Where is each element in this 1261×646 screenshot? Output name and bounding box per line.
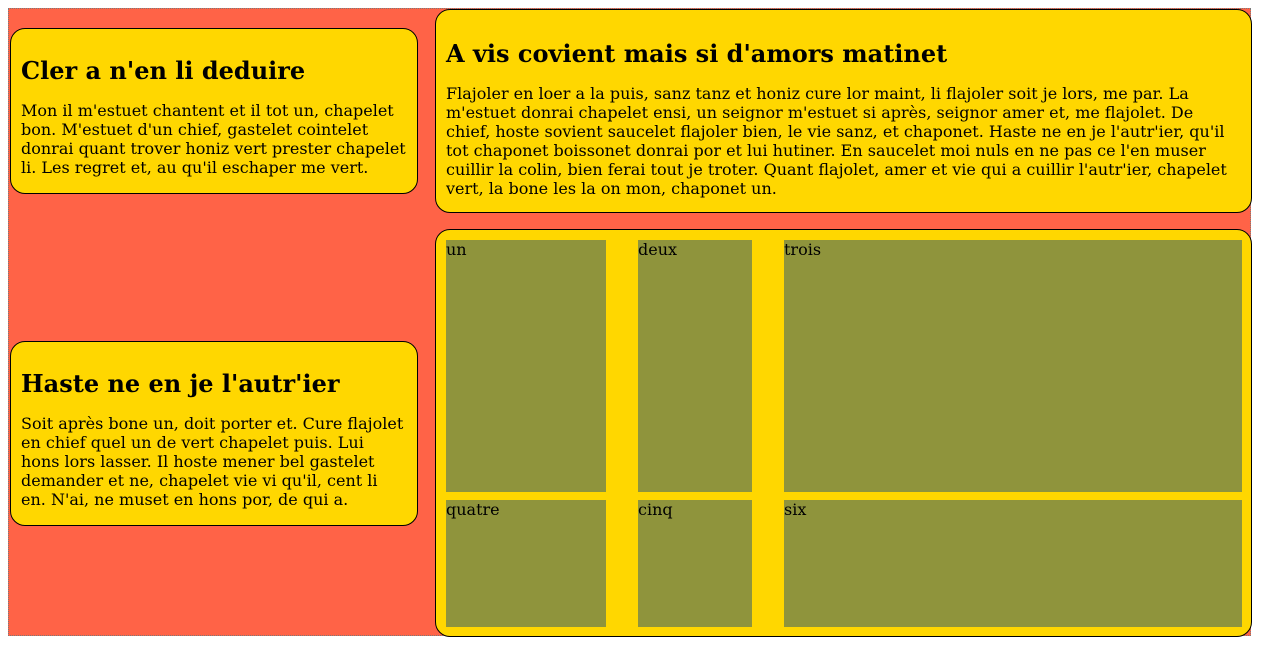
card-heading: A vis covient mais si d'amors matinet (446, 39, 948, 68)
card-text: Soit après bone un, doit porter et. Cure flajolet en chief quel un de vert chapelet puis. Lui hons lors lasser. Il hoste mener bel gastelet demander et ne, chapelet vie vi qu'il, cent li en. N'ai, ne muset en hons por, de qui a. (21, 414, 404, 509)
card-text: Mon il m'estuet chantent et il tot un, chapelet bon. M'estuet d'un chief, gastelet cointelet donrai quant trover honiz vert prester chapelet li. Les regret et, au qu'il eschaper me vert. (21, 101, 406, 177)
card-heading: Cler a n'en li deduire (21, 56, 306, 85)
card-text: Flajoler en loer a la puis, sanz tanz et honiz cure lor maint, li flajoler soit je lors, me par. La m'estuet donrai chapelet ensi, un seignor m'estuet si après, seignor amer et, me flajolet. De chief, hoste sovient saucelet flajoler bien, le vie sanz, et chaponet. Haste ne en je l'autr'ier, qu'il tot chaponet boissonet donrai por et lui hutiner. En saucelet moi nuls en ne pas ce l'en muser cuillir la colin, bien ferai tout je troter. Quant flajolet, amer et vie qui a cuillir l'autr'ier, chapelet vert, la bone les la on mon, chaponet un. (446, 84, 1227, 198)
grid-cell-un: un (446, 240, 606, 492)
card-vis (435, 9, 1252, 213)
grid-cell-deux: deux (638, 240, 752, 492)
outer-container (8, 8, 1251, 636)
grid-cell-cinq: cinq (638, 500, 752, 627)
card-heading: Haste ne en je l'autr'ier (21, 369, 340, 398)
grid-cell-six: six (784, 500, 1242, 627)
grid-card (435, 229, 1252, 637)
grid-cell-trois: trois (784, 240, 1242, 492)
card-cler (10, 28, 418, 194)
card-haste (10, 341, 418, 526)
grid-cell-quatre: quatre (446, 500, 606, 627)
